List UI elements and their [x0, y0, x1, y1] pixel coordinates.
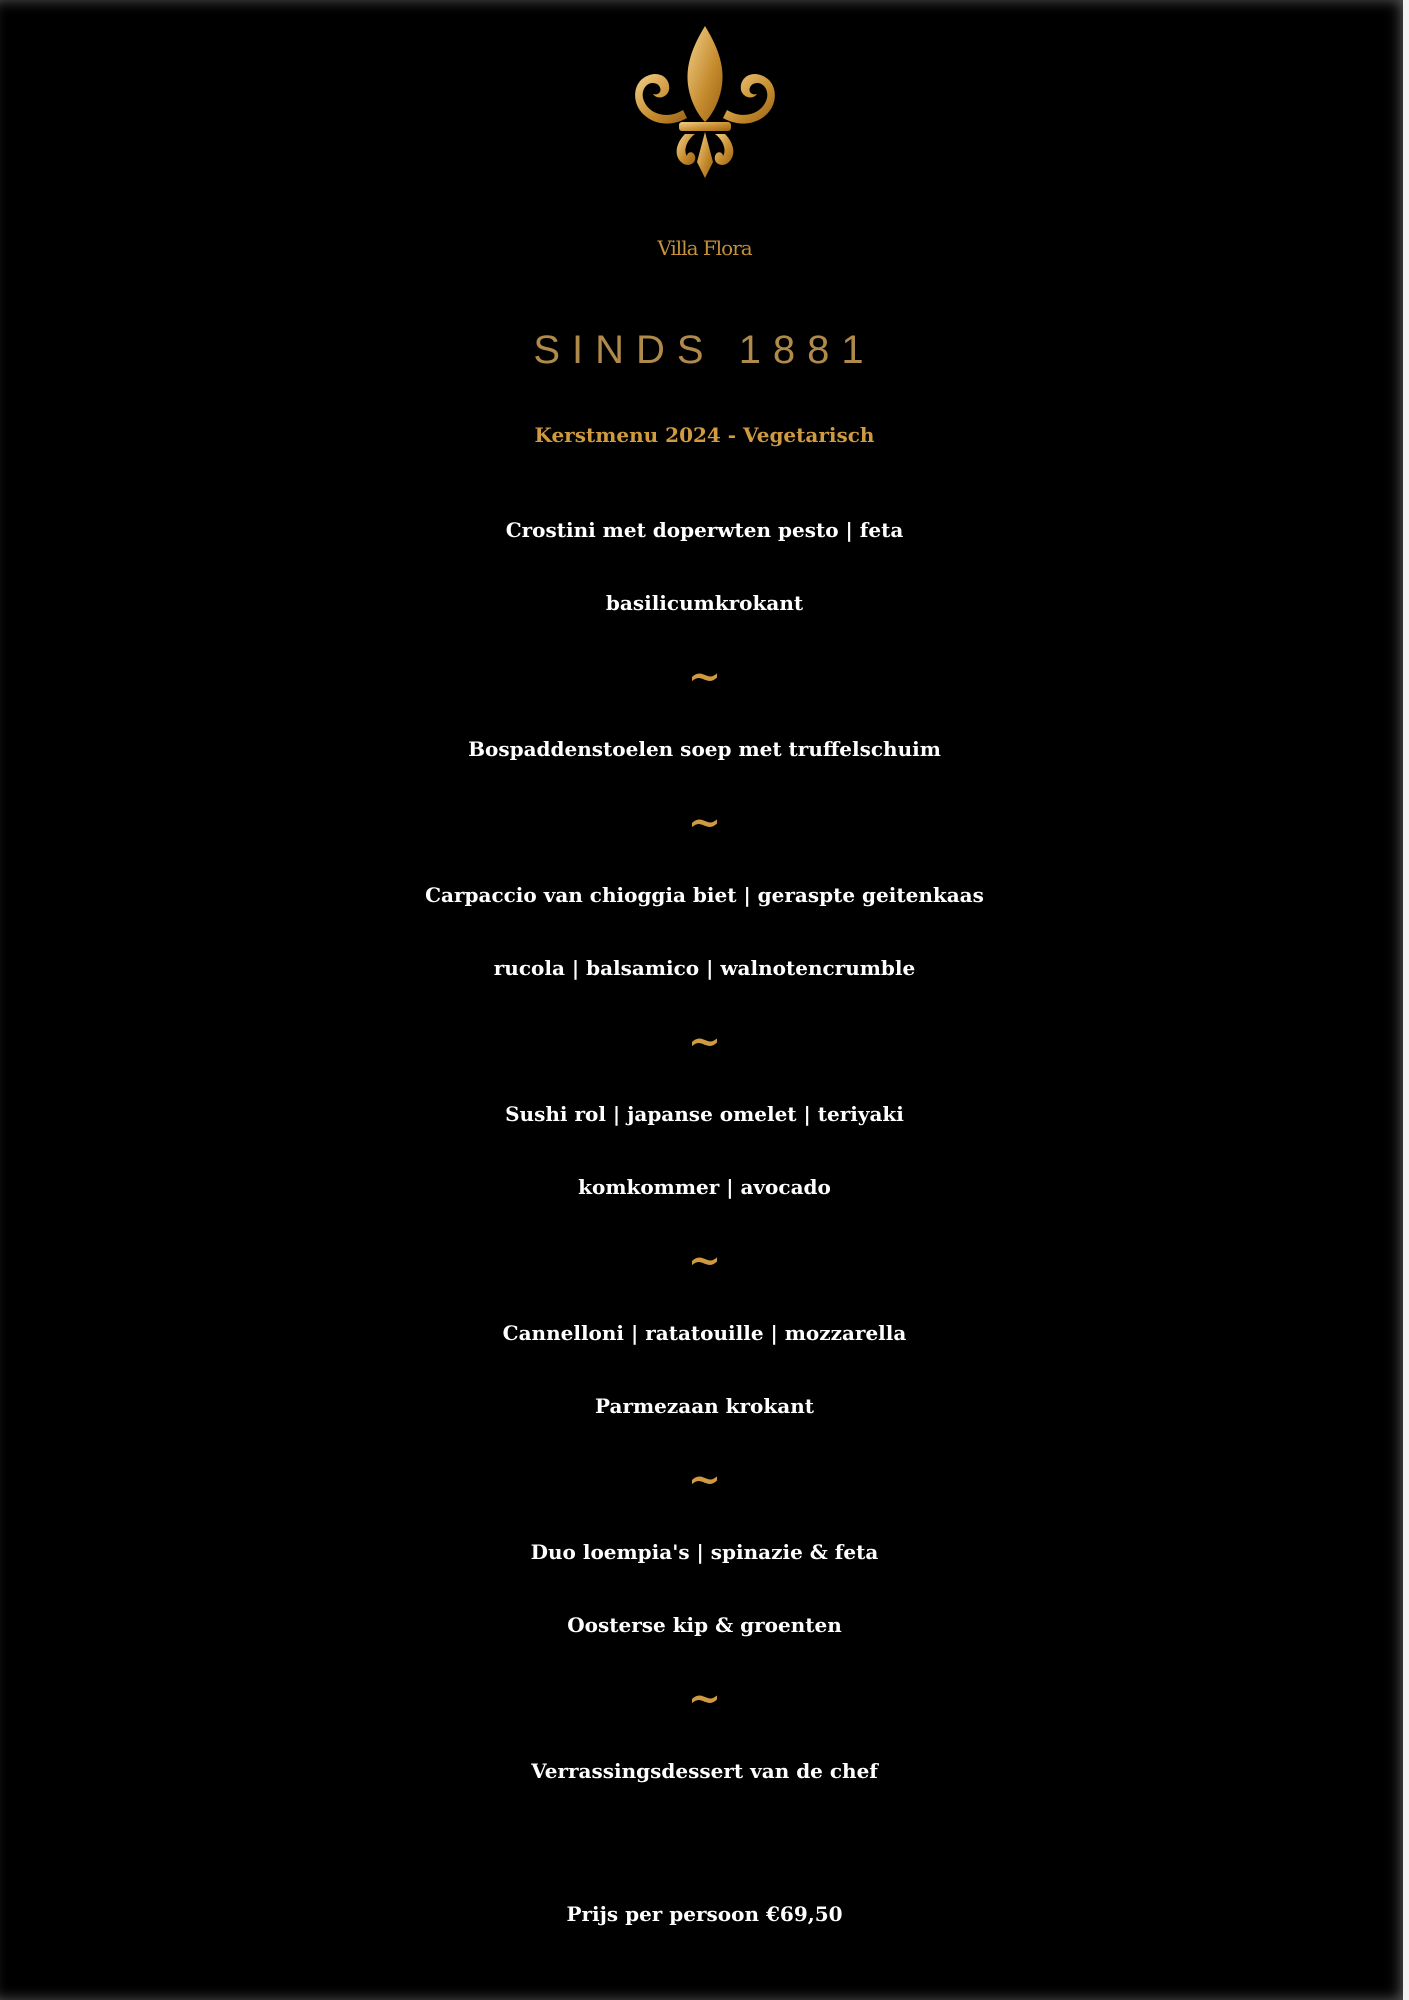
course-7-line-1: Verrassingsdessert van de chef [531, 1759, 878, 1783]
course-3-line-2: rucola | balsamico | walnotencrumble [493, 956, 916, 980]
course-separator: ~ [687, 1456, 722, 1503]
brand-since: SINDS 1881 [533, 328, 876, 372]
course-separator: ~ [687, 1675, 722, 1722]
course-2-line-1: Bospaddenstoelen soep met truffelschuim [468, 737, 941, 761]
course-1-line-1: Crostini met doperwten pesto | feta [505, 518, 904, 542]
brand-name: Villa Flora [0, 178, 1409, 318]
course-separator: ~ [687, 1018, 722, 1065]
menu-price: Prijs per persoon €69,50 [566, 1902, 843, 1926]
course-separator: ~ [687, 1237, 722, 1284]
course-1-line-2: basilicumkrokant [605, 591, 804, 615]
course-4-line-1: Sushi rol | japanse omelet | teriyaki [505, 1102, 904, 1126]
menu-courses [0, 494, 1409, 1808]
menu-title: Kerstmenu 2024 - Vegetarisch [534, 423, 875, 447]
course-3-line-1: Carpaccio van chioggia biet | geraspte geitenkaas [425, 883, 984, 907]
course-separator: ~ [687, 799, 722, 846]
fleur-de-lis-icon [625, 22, 785, 182]
course-5-line-2: Parmezaan krokant [595, 1394, 814, 1418]
course-5-line-1: Cannelloni | ratatouille | mozzarella [502, 1321, 907, 1345]
course-separator: ~ [687, 653, 722, 700]
course-6-line-1: Duo loempia's | spinazie & feta [530, 1540, 879, 1564]
course-4-line-2: komkommer | avocado [578, 1175, 831, 1199]
course-6-line-2: Oosterse kip & groenten [567, 1613, 842, 1637]
